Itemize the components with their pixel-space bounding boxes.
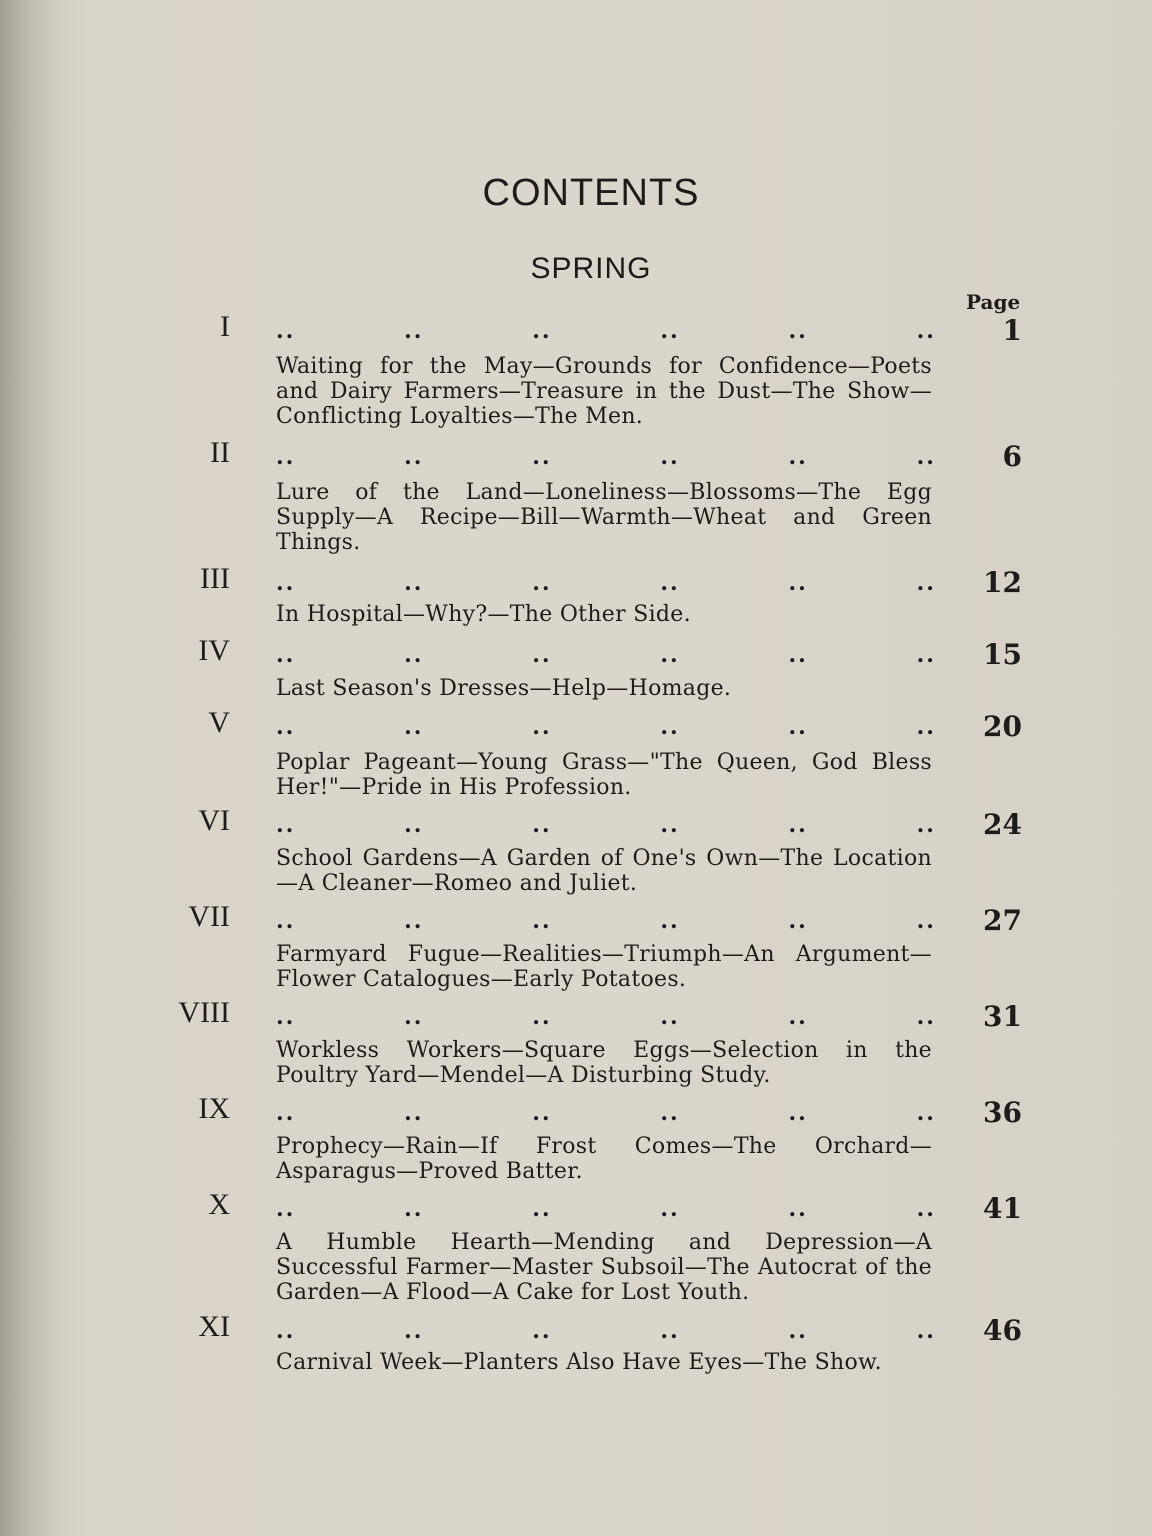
chapter-number: IX [198,1092,230,1125]
chapter-number: VI [198,804,230,837]
page-number: 41 [983,1192,1022,1225]
chapter-description: School Gardens—A Garden of One's Own—The Location—A Cleaner—Romeo and Juliet. [276,846,932,896]
chapter-number: IV [198,634,230,667]
chapter-number: II [210,436,230,469]
chapter-description: Workless Workers—Square Eggs—Selection in the Poultry Yard—Mendel—A Disturbing Study. [276,1038,932,1088]
page-gutter-shadow [0,0,60,1536]
dot-leader: .. .. .. .. .. .. [276,1100,936,1126]
section-heading: SPRING [530,252,652,285]
chapter-number: V [208,706,230,739]
chapter-description: Carnival Week—Planters Also Have Eyes—The Show. [276,1350,882,1375]
dot-leader: .. .. .. .. .. .. [276,318,936,344]
dot-leader: .. .. .. .. .. .. [276,812,936,838]
chapter-number: VII [188,900,230,933]
dot-leader: .. .. .. .. .. .. [276,908,936,934]
chapter-description: Prophecy—Rain—If Frost Comes—The Orchard—Asparagus—Proved Batter. [276,1134,932,1184]
chapter-description: Farmyard Fugue—Realities—Triumph—An Argument—Flower Catalogues—Early Potatoes. [276,942,932,992]
dot-leader: .. .. .. .. .. .. [276,1318,936,1344]
chapter-description: Waiting for the May—Grounds for Confidence—Poets and Dairy Farmers—Treasure in the Dust—The Show—Conflicting Loyalties—The Men. [276,354,932,429]
dot-leader: .. .. .. .. .. .. [276,1196,936,1222]
page-number: 31 [983,1000,1022,1033]
page-number: 12 [983,566,1022,599]
dot-leader: .. .. .. .. .. .. [276,444,936,470]
dot-leader: .. .. .. .. .. .. [276,642,936,668]
chapter-description: A Humble Hearth—Mending and Depression—A Successful Farmer—Master Subsoil—The Autocrat of the Garden—A Flood—A Cake for Lost Youth. [276,1230,932,1305]
contents-title: CONTENTS [482,172,700,214]
page-number: 20 [983,710,1022,743]
page-number: 1 [1002,314,1022,347]
dot-leader: .. .. .. .. .. .. [276,570,936,596]
page-number: 24 [983,808,1022,841]
page-number: 6 [1002,440,1022,473]
chapter-number: VIII [178,996,230,1029]
chapter-description: Last Season's Dresses—Help—Homage. [276,676,732,701]
chapter-number: III [200,562,230,595]
page-column-label: Page [966,290,1021,314]
page-number: 46 [983,1314,1022,1347]
page-number: 36 [983,1096,1022,1129]
chapter-description: Lure of the Land—Loneliness—Blossoms—The Egg Supply—A Recipe—Bill—Warmth—Wheat and Green Things. [276,480,932,555]
page-number: 27 [983,904,1022,937]
chapter-number: XI [198,1310,230,1343]
chapter-number: X [208,1188,230,1221]
dot-leader: .. .. .. .. .. .. [276,714,936,740]
chapter-description: Poplar Pageant—Young Grass—"The Queen, God Bless Her!"—Pride in His Profession. [276,750,932,800]
chapter-number: I [220,310,230,343]
dot-leader: .. .. .. .. .. .. [276,1004,936,1030]
chapter-description: In Hospital—Why?—The Other Side. [276,602,691,627]
page-number: 15 [983,638,1022,671]
